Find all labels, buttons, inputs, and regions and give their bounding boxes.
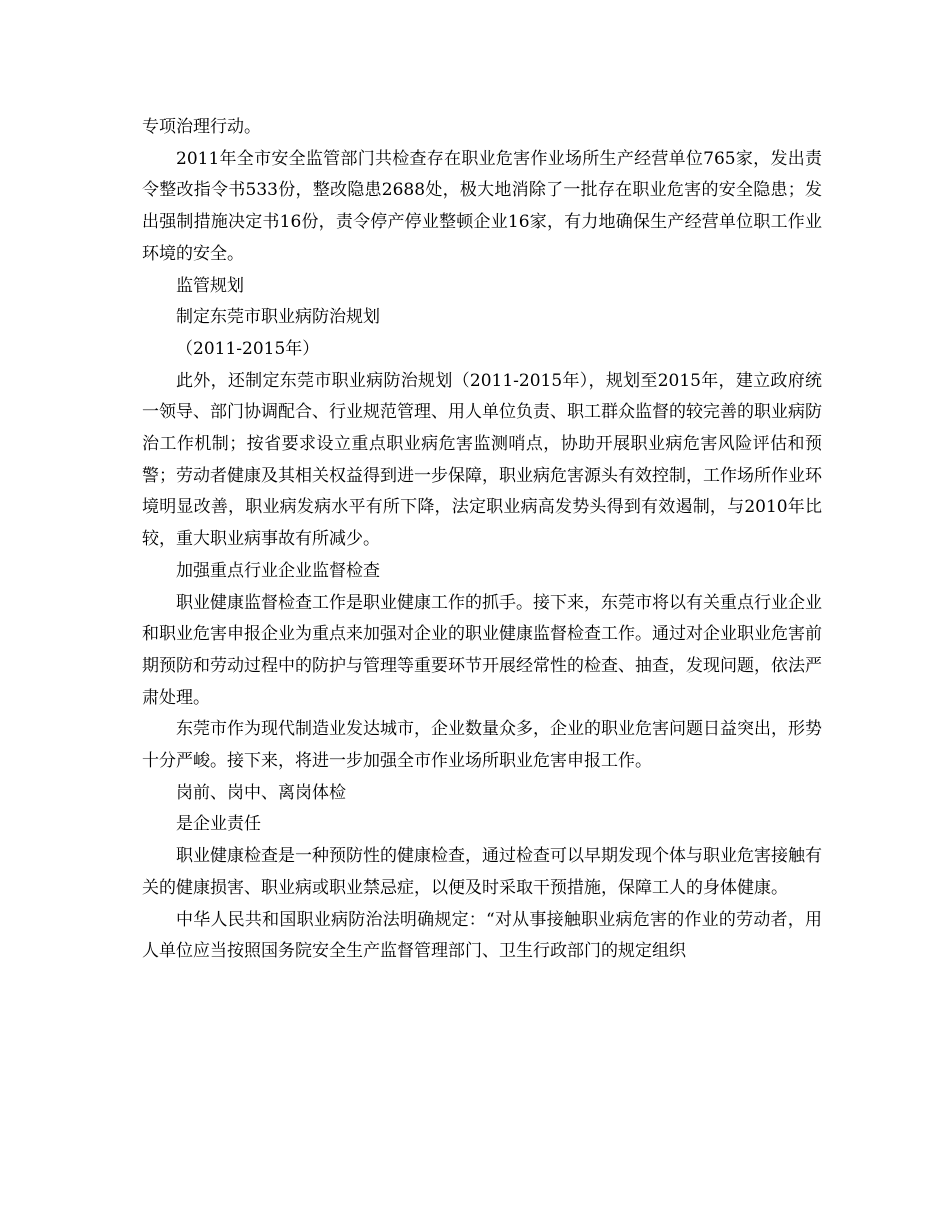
paragraph-health-checkup: 职业健康检查是一种预防性的健康检查，通过检查可以早期发现个体与职业危害接触有关的健康损害、职业病或职业禁忌症，以便及时采取干预措施，保障工人的身体健康。 (142, 846, 822, 898)
section-heading-checkups: 岗前、岗中、离岗体检 (176, 782, 346, 803)
section-heading-key-industries: 加强重点行业企业监督检查 (176, 560, 380, 581)
section-heading-prevention-plan: 制定东莞市职业病防治规划 (176, 307, 380, 328)
section-heading-plan-years: （2011-2015年） (176, 338, 320, 359)
section-heading-supervision-plan: 监管规划 (176, 275, 244, 296)
paragraph-inspection-stats: 2011年全市安全监管部门共检查存在职业危害作业场所生产经营单位765家，发出责令整改指令书533份，整改隐患2688处，极大地消除了一批存在职业危害的安全隐患；发出强制措施决定书16份，责令停产停业整顿企业16家，有力地确保生产经营单位职工作业环境的安全。 (142, 148, 822, 264)
paragraph-plan-details: 此外，还制定东莞市职业病防治规划（2011-2015年），规划至2015年，建立政府统一领导、部门协调配合、行业规范管理、用人单位负责、职工群众监督的较完善的职业病防治工作机制；按省要求设立重点职业病危害监测哨点，协助开展职业病危害风险评估和预警；劳动者健康及其相关权益得到进一步保障，职业病危害源头有效控制，工作场所作业环境明显改善，职业病发病水平有所下降，法定职业病高发势头得到有效遏制，与2010年比较，重大职业病事故有所减少。 (142, 370, 822, 550)
paragraph-law-provision: 中华人民共和国职业病防治法明确规定：“对从事接触职业病危害的作业的劳动者，用人单位应当按照国务院安全生产监督管理部门、卫生行政部门的规定组织 (142, 909, 822, 962)
paragraph-health-inspection: 职业健康监督检查工作是职业健康工作的抓手。接下来，东莞市将以有关重点行业企业和职业危害申报企业为重点来加强对企业的职业健康监督检查工作。通过对企业职业危害前期预防和劳动过程中的防护与管理等重要环节开展经常性的检查、抽查，发现问题，依法严肃处理。 (142, 592, 822, 708)
document-body (142, 112, 822, 968)
paragraph-dongguan-situation: 东莞市作为现代制造业发达城市，企业数量众多，企业的职业危害问题日益突出，形势十分严峻。接下来，将进一步加强全市作业场所职业危害申报工作。 (142, 719, 822, 772)
paragraph-continuation: 专项治理行动。 (142, 117, 261, 137)
section-heading-enterprise-duty: 是企业责任 (176, 814, 261, 835)
